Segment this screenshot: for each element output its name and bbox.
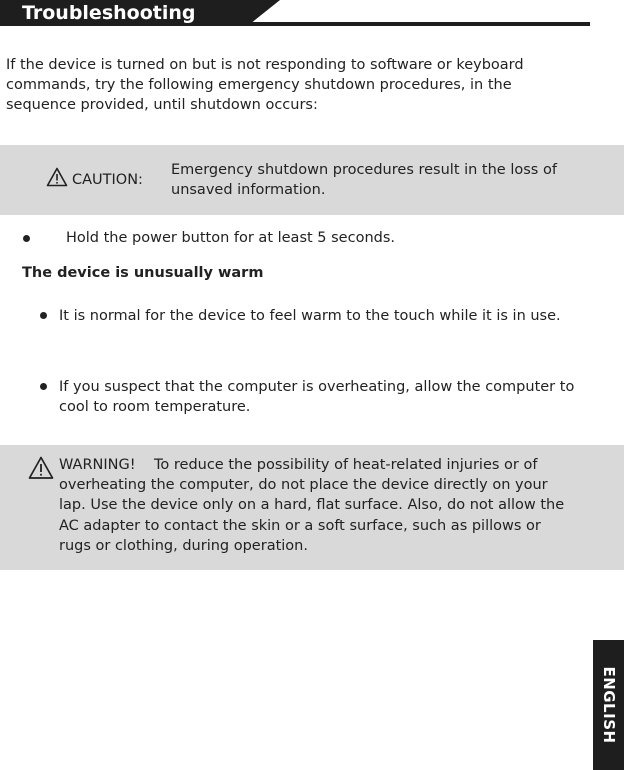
warning-text: To reduce the possibility of heat-related injuries or of overheating the computer, do not place the device directly on your lap. Use the device only on a hard, flat surface. Also, do not allow the AC adapter to contact the skin or a soft surface, such as pillows or rugs or clothing, during operation. (59, 457, 565, 554)
page-title: Troubleshooting (22, 2, 196, 24)
section-header (0, 0, 590, 28)
warning-triangle-icon (28, 456, 54, 484)
shutdown-step: Hold the power button for at least 5 seconds. (66, 230, 396, 246)
language-label: ENGLISH (599, 666, 618, 744)
caution-label-group (46, 167, 143, 193)
list-item: If you suspect that the computer is overheating, allow the computer to cool to room temperature. (59, 379, 575, 415)
bullet-dot (23, 235, 30, 242)
intro-paragraph: If the device is turned on but is not responding to software or keyboard commands, try the following emergency shutdown procedures, in the sequence provided, until shutdown occurs: (6, 57, 524, 113)
section-heading-warm: The device is unusually warm (22, 265, 264, 281)
language-tab (593, 640, 624, 770)
caution-text: Emergency shutdown procedures result in the loss of unsaved information. (171, 162, 557, 198)
list-item: It is normal for the device to feel warm to the touch while it is in use. (59, 308, 561, 324)
warning-label: WARNING! (59, 457, 136, 473)
bullet-dot (40, 312, 47, 319)
warning-text-block (59, 455, 569, 556)
bullet-dot (40, 383, 47, 390)
warning-triangle-icon (46, 167, 68, 193)
caution-label: CAUTION: (72, 172, 143, 188)
